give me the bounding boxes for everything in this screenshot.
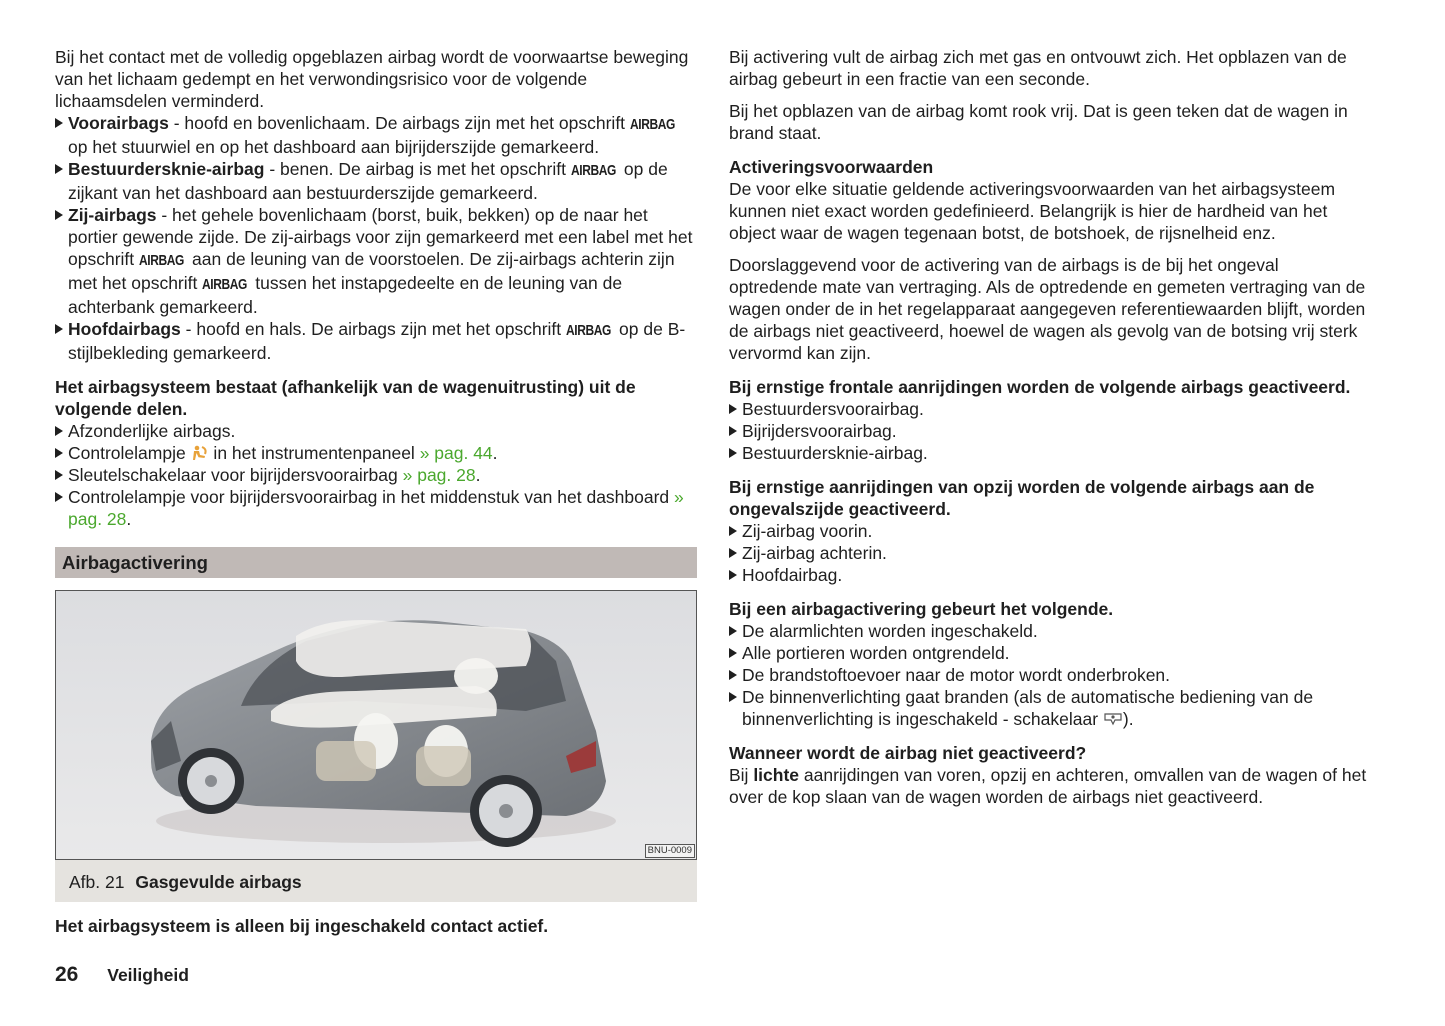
airbag-label: AIRBAG xyxy=(566,322,611,339)
bullet-triangle-icon xyxy=(729,548,737,558)
bullet-triangle-icon xyxy=(729,648,737,658)
list-item: Alle portieren worden ontgrendeld. xyxy=(729,642,1369,664)
intro-paragraph: Bij het contact met de volledig opgeblazen airbag wordt de voorwaartse beweging van het lichaam gedempt en het verwondingsrisico voor de volgende lichaamsdelen verminderd. xyxy=(55,47,689,111)
airbag-types-list xyxy=(55,112,697,364)
bullet-triangle-icon xyxy=(55,448,63,458)
bullet-triangle-icon xyxy=(729,670,737,680)
figure-car-airbags xyxy=(55,590,697,860)
bullet-triangle-icon xyxy=(55,118,63,128)
page-link[interactable]: » pag. 44 xyxy=(419,443,493,463)
airbag-label: AIRBAG xyxy=(629,116,675,133)
page-footer xyxy=(55,964,189,986)
list-item: Zij-airbag achterin. xyxy=(729,542,1369,564)
section-title-bar xyxy=(55,547,697,578)
page-link[interactable]: » pag. 28 xyxy=(402,465,476,485)
figure-id: BNU-0009 xyxy=(645,844,695,858)
conditions-text: De voor elke situatie geldende activeringsvoorwaarden van het airbagsysteem kunnen niet exact worden gedefinieerd. Belangrijk is hier de hardheid van het object waar de wagen tegenaan botst, de botshoek, de rijsnelheid enz. xyxy=(729,179,1336,243)
list-item: Controlelampje voor bijrijdersvoorairbag in het middenstuk van het dashboard » pag. 28. xyxy=(55,486,697,530)
frontal-heading: Bij ernstige frontale aanrijdingen worden de volgende airbags geactiveerd. xyxy=(729,377,1351,397)
list-item: Afzonderlijke airbags. xyxy=(55,420,697,442)
car-airbags-illustration xyxy=(56,591,696,859)
caption-number: Afb. 21 xyxy=(69,872,125,892)
list-item: Voorairbags - hoofd en bovenlichaam. De airbags zijn met het opschrift AIRBAG op het stuurwiel en op het dashboard aan bijrijderszijde gemarkeerd. xyxy=(55,112,697,158)
list-item: Bestuurdersvoorairbag. xyxy=(729,398,1369,420)
bullet-triangle-icon xyxy=(55,492,63,502)
bullet-triangle-icon xyxy=(55,470,63,480)
page-link[interactable]: » pag. 28 xyxy=(68,487,684,529)
bullet-triangle-icon xyxy=(729,426,737,436)
list-item: Bestuurdersknie-airbag - benen. De airbag is met het opschrift AIRBAG op de zijkant van het dashboard aan bestuurderszijde gemarkeerd. xyxy=(55,158,697,204)
list-item: Bijrijdersvoorairbag. xyxy=(729,420,1369,442)
bullet-triangle-icon xyxy=(729,526,737,536)
footer-section: Veiligheid xyxy=(107,965,189,985)
airbag-label: AIRBAG xyxy=(202,276,248,293)
list-item: De binnenverlichting gaat branden (als de automatische bediening van de binnenverlichting is ingeschakeld - schakelaar ). xyxy=(729,686,1369,730)
figure-caption xyxy=(55,860,697,902)
frontal-list xyxy=(729,398,1369,464)
system-parts-list xyxy=(55,420,697,530)
right-column xyxy=(729,46,1369,808)
airbag-warning-icon xyxy=(191,445,209,461)
bottom-note: Het airbagsysteem is alleen bij ingeschakeld contact actief. xyxy=(55,916,549,936)
activation-heading: Bij een airbagactivering gebeurt het volgende. xyxy=(729,599,1114,619)
list-item: Zij-airbag voorin. xyxy=(729,520,1369,542)
interior-light-switch-icon xyxy=(1103,712,1123,726)
paragraph: Doorslaggevend voor de activering van de airbags is de bij het ongeval optredende mate van vertraging. Als de optredende en gemeten vertraging van de wagen onder de in het regelapparaat aangegeven referentiewaarden blijft, worden de airbags niet geactiveerd, hoewel de wagen als gevolg van de botsing vrij sterk vervormd kan zijn. xyxy=(729,255,1366,363)
side-heading: Bij ernstige aanrijdingen van opzij worden de volgende airbags aan de ongevalszijde geactiveerd. xyxy=(729,477,1315,519)
not-activated-text: Bij lichte aanrijdingen van voren, opzij en achteren, omvallen van de wagen of het over de kop slaan van de wagen worden de airbags niet geactiveerd. xyxy=(729,765,1367,807)
bullet-triangle-icon xyxy=(729,448,737,458)
list-item: Hoofdairbags - hoofd en hals. De airbags zijn met het opschrift AIRBAG op de B-stijlbekleding gemarkeerd. xyxy=(55,318,697,364)
list-item: Hoofdairbag. xyxy=(729,564,1369,586)
conditions-heading: Activeringsvoorwaarden xyxy=(729,157,934,177)
paragraph: Bij activering vult de airbag zich met gas en ontvouwt zich. Het opblazen van de airbag gebeurt in een fractie van een seconde. xyxy=(729,47,1347,89)
list-item: Zij-airbags - het gehele bovenlichaam (borst, buik, bekken) op de naar het portier gewende zijde. De zij-airbags voor zijn gemarkeerd met een label met het opschrift AIRBAG aan de leuning van de voorstoelen. De zij-airbags achterin zijn met het opschrift AIRBAG tussen het instapgedeelte en de leuning van de achterbank gemarkeerd. xyxy=(55,204,697,318)
section-title: Airbagactivering xyxy=(62,552,208,573)
bullet-triangle-icon xyxy=(55,210,63,220)
side-list xyxy=(729,520,1369,586)
activation-list xyxy=(729,620,1369,730)
list-item: Bestuurdersknie-airbag. xyxy=(729,442,1369,464)
bullet-triangle-icon xyxy=(729,404,737,414)
paragraph: Bij het opblazen van de airbag komt rook vrij. Dat is geen teken dat de wagen in brand staat. xyxy=(729,101,1348,143)
bullet-triangle-icon xyxy=(55,164,63,174)
page-number: 26 xyxy=(55,963,79,986)
list-item: Sleutelschakelaar voor bijrijdersvoorairbag » pag. 28. xyxy=(55,464,697,486)
system-heading: Het airbagsysteem bestaat (afhankelijk van de wagenuitrusting) uit de volgende delen. xyxy=(55,377,636,419)
list-item: De alarmlichten worden ingeschakeld. xyxy=(729,620,1369,642)
airbag-label: AIRBAG xyxy=(139,252,184,269)
bullet-triangle-icon xyxy=(55,324,63,334)
not-activated-heading: Wanneer wordt de airbag niet geactiveerd? xyxy=(729,743,1087,763)
bullet-triangle-icon xyxy=(729,570,737,580)
left-column xyxy=(55,46,697,937)
list-item: De brandstoftoevoer naar de motor wordt onderbroken. xyxy=(729,664,1369,686)
bullet-triangle-icon xyxy=(729,692,737,702)
bullet-triangle-icon xyxy=(55,426,63,436)
bullet-triangle-icon xyxy=(729,626,737,636)
airbag-label: AIRBAG xyxy=(570,162,616,179)
list-item: Controlelampje in het instrumentenpaneel » pag. 44. xyxy=(55,442,697,464)
caption-title: Gasgevulde airbags xyxy=(135,872,302,892)
